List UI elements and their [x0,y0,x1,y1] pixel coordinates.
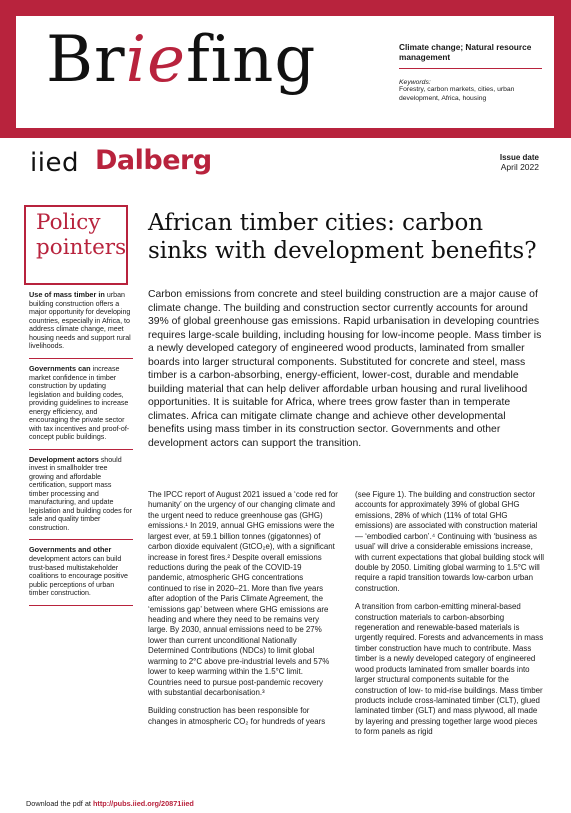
pointer-text: urban building construction offers a major opportunity for developing countries, especially in Africa, to address climate change, meet housing needs and support rural livelihoods. [29,291,131,351]
pointer-text: increase market confidence in timber construction by updating legislation and building codes, providing guidelines to increase energy efficiency, and encouraging the private sector with tax incentives and proof-of-concept public buildings. [29,364,130,441]
download-link[interactable]: http://pubs.iied.org/20871iied [92,799,194,808]
issue-date-value: April 2022 [500,162,539,172]
policy-pointers-box [24,205,128,285]
body-paragraph: Building construction has been responsible for changes in atmospheric CO₂ for hundreds of years [148,706,326,726]
brand-part: fing [185,23,317,97]
topic-label: Climate change; Natural resource management [399,42,542,69]
keywords-text: Forestry, carbon markets, cities, urban development, Africa, housing [399,86,515,103]
body-column-left [148,490,338,727]
footer [26,799,194,808]
dalberg-logo: Dalberg [95,145,212,176]
body-paragraph: A transition from carbon-emitting mineral-based construction materials to carbon-absorbing regeneration and renewable-based materials is urgently required. Forests and advancements in mass timber construction have much to contribute. Mass timber is a newly developed category of engineered wood products laminated from smaller boards into larger structural components suitable for the construction of low- to mid-rise buildings. Mass timber products include cross-laminated timber (CLT), glued laminated timber (GLT) and mass plywood, all made by layering and pressing together large wood pieces to form panels as rigid [355,602,544,737]
policy-pointers-title [36,211,126,260]
policy-pointer [29,540,133,605]
policy-pointer [29,450,133,541]
issue-date-label: Issue date [499,153,539,162]
summary-paragraph: Carbon emissions from concrete and steel building construction are a major cause of climate change. The building and construction sector currently accounts for around 39% of global greenhouse gas emissions. Rapid urbanisation in developing countries requires large-scale building, including housing for low-income people. Mass timber is a newly developed category of engineered wood products, laminated from smaller boards into larger structural components. Substituted for concrete and steel, mass timber is a carbon-absorbing, energy-efficient, lower-cost, durable and mendable building material that can help deliver affordable urban housing and rural livelihood opportunities. It is suitable for Africa, where trees grow faster than in temperate climates. Africa can mitigate climate change and achieve other developmental benefits using mass timber in its construction sector. Governments and other development actors can support the transition. [148,289,542,449]
brand-part-accent: ie [125,23,186,97]
body-paragraph: (see Figure 1). The building and construction sector accounts for approximately 39% of global GHG emissions, 28% of which (11% of total GHG emissions) are associated with construction material — ‘embodied carbon’.⁴ Continuing with ‘business as usual’ will drive a considerable emissions increase, with current expectations that global building stock will double by 2050. Limiting global warming to 1.5°C will require a rapid transition towards low-carbon urban construction. [355,490,545,593]
title-line: Policy [36,210,101,235]
policy-pointers-list [29,285,133,606]
topic-box [399,42,542,118]
body-paragraph: The IPCC report of August 2021 issued a ‘code red for humanity’ on the urgency of our changing climate and the urgent need to reduce greenhouse gas (GHG) emissions.¹ In 2019, annual GHG emissions were the largest ever, at 59.1 billion tonnes (gigatonnes) of carbon dioxide equivalent (GtCO₂e), with a significant increase in forest fires.² Despite overall emissions reductions during the peak of the COVID-19 pandemic, atmospheric GHG concentrations continued to rise in 2020–21. More than five years after adoption of the Paris Climate Agreement, the ‘emissions gap’ between where GHG emissions are heading and where they need to be remains very large. By 2030, annual emissions need to be 27% lower than current unconditional Nationally Determined Contributions (NDCs) to limit global warming to 2°C above pre-industrial levels and 57% lower to keep warming within the 1.5°C limit. Countries need to pursue post-pandemic recovery with substantial decarbonisation.³ [148,490,338,698]
pointer-lead: Governments can [29,363,91,373]
keywords-label: Keywords: [399,79,431,87]
title-line: pointers [36,234,127,260]
body-column-right [355,490,545,738]
policy-pointer [29,359,133,450]
pointer-lead: Governments and other [29,545,112,555]
pointer-lead: Development actors [29,454,99,464]
pointer-text: should invest in smallholder tree growing and affordable certification, support mass timber processing and manufacturing, and update legislation and building codes for safe and quality timber construction. [29,455,132,532]
iied-logo: iied [30,148,79,178]
brand-part: Br [46,23,126,97]
briefing-title [46,23,317,97]
policy-pointer [29,285,133,359]
pointer-lead: Use of mass timber in [29,290,105,299]
issue-date-block [500,153,539,172]
pointer-text: development actors can build trust-based multistakeholder coalitions to encourage positive public perceptions of urban timber construction. [29,555,128,597]
headline: African timber cities: carbon sinks with development benefits? [148,210,537,265]
footer-text: Download the pdf at [26,799,93,808]
